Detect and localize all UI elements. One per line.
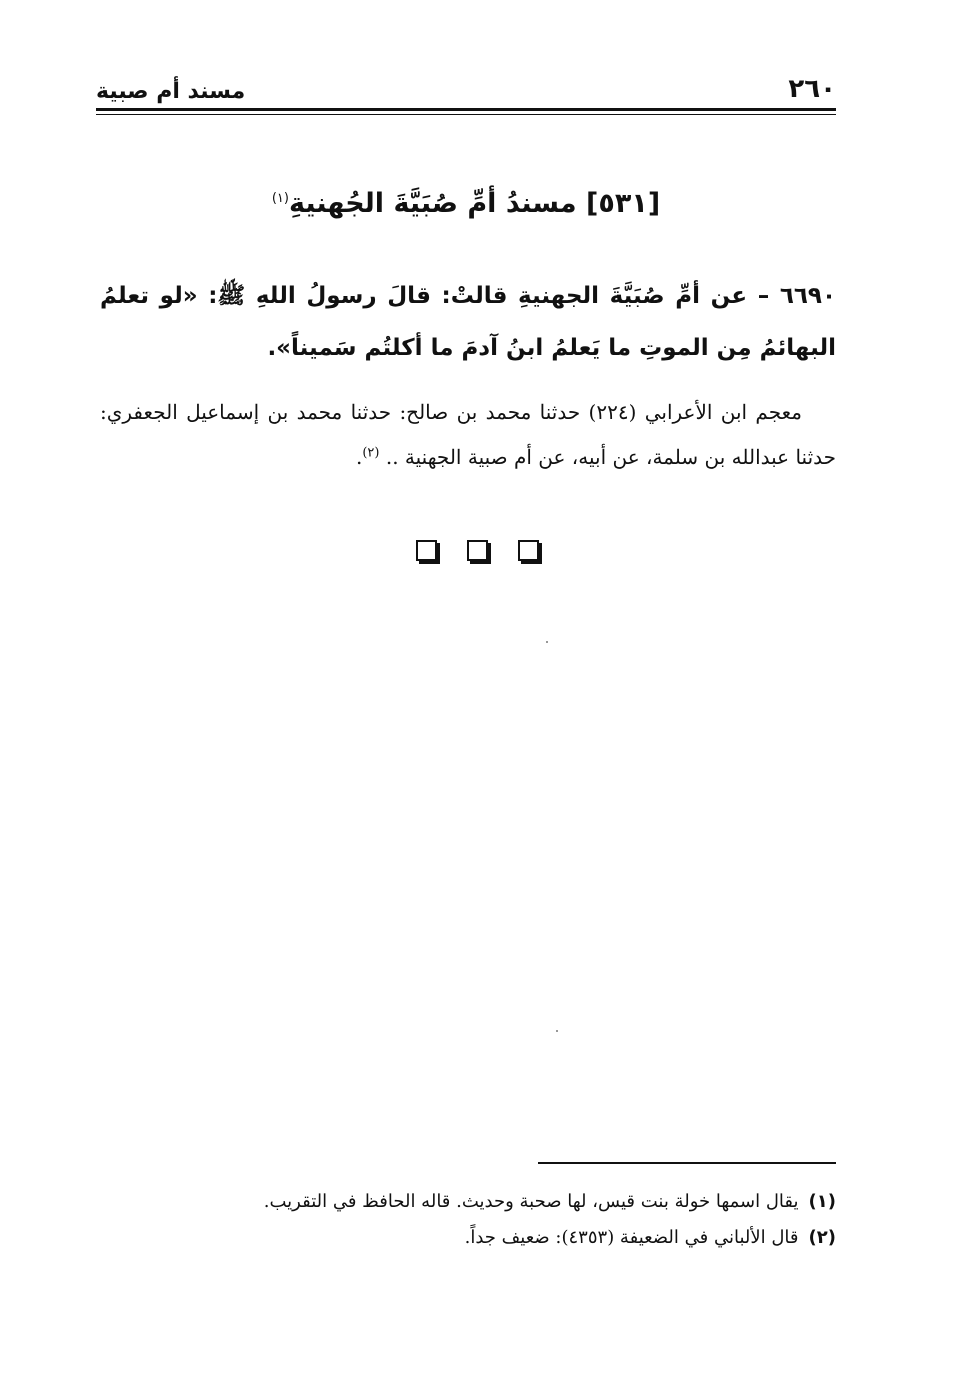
chapter-title: مسندُ أمِّ صُبَيَّةَ الجُهنيةِ bbox=[288, 188, 577, 219]
footnote-marker: (٢) bbox=[808, 1227, 836, 1248]
speck-mark bbox=[546, 641, 548, 643]
footnote-2 bbox=[100, 1220, 836, 1256]
chapter-number: ٥٣١ bbox=[598, 188, 648, 219]
running-title: مسند أم صبية bbox=[96, 79, 246, 104]
footnote-text: قال الألباني في الضعيفة (٤٣٥٣): ضعيف جداً. bbox=[464, 1227, 799, 1248]
hadith-text: ٦٦٩٠ – عن أمِّ صُبَيَّةَ الجهنيةِ قالتْ: قالَ رسولُ اللهِ ﷺ: «لو تعلمُ البهائمُ مِن الموتِ ما يَعلمُ ابنُ آدمَ ما أكلتُم سَميناً». bbox=[100, 283, 836, 361]
source-paragraph bbox=[100, 390, 836, 480]
footnote-1 bbox=[100, 1184, 836, 1220]
chapter-heading: [٥٣١] مسندُ أمِّ صُبَيَّةَ الجُهنيةِ$^{(١)}$ bbox=[271, 188, 661, 219]
footnote-marker: (١) bbox=[808, 1191, 836, 1212]
footnote-ref-2[interactable]: (٢) bbox=[362, 445, 380, 461]
separator-box-icon bbox=[467, 540, 488, 561]
footnotes bbox=[100, 1184, 836, 1256]
source-end: . bbox=[355, 445, 363, 469]
header-rule-thick bbox=[96, 108, 836, 111]
section-separator bbox=[0, 540, 954, 561]
footnote-ref-1[interactable]: (١) bbox=[271, 191, 289, 206]
header-rule-thin bbox=[96, 114, 836, 115]
source-text: معجم ابن الأعرابي (٢٢٤) حدثنا محمد بن صالح: حدثنا محمد بن إسماعيل الجعفري: حدثنا عبدالله بن سلمة، عن أبيه، عن أم صبية الجهنية .. bbox=[100, 400, 836, 469]
separator-box-icon bbox=[518, 540, 539, 561]
running-header bbox=[96, 64, 836, 104]
speck-mark bbox=[556, 1030, 558, 1032]
page-number: ٢٦٠ bbox=[788, 74, 836, 104]
separator-box-icon bbox=[416, 540, 437, 561]
footnote-rule bbox=[538, 1162, 836, 1164]
footnote-text: يقال اسمها خولة بنت قيس، لها صحبة وحديث. قاله الحافظ في التقريب. bbox=[263, 1191, 799, 1212]
